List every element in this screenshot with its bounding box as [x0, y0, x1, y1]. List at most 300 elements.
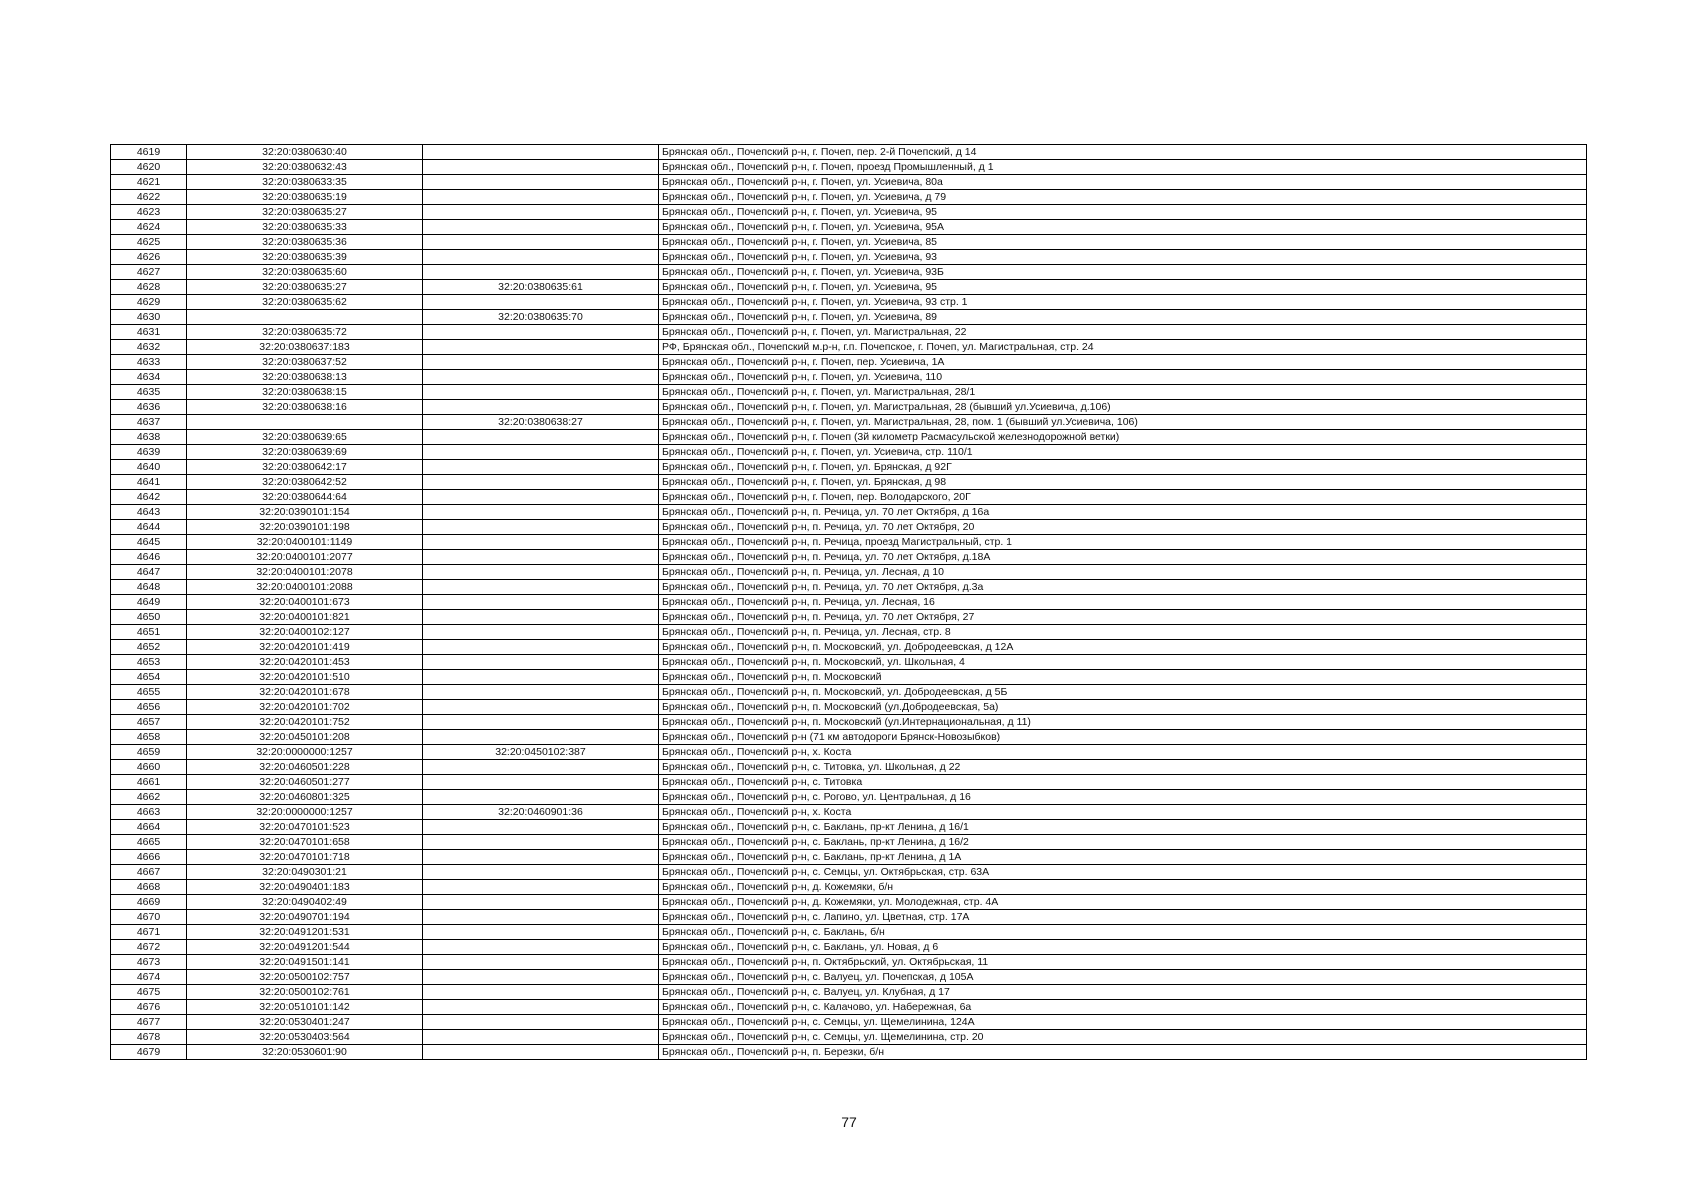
- table-row: [111, 490, 1587, 505]
- cadastral-number-cell: 32:20:0490401:183: [187, 880, 423, 895]
- related-cadastral-number-cell: [423, 790, 659, 805]
- cadastral-number-cell: 32:20:0380638:16: [187, 400, 423, 415]
- related-cadastral-number-cell: [423, 580, 659, 595]
- related-cadastral-number-cell: 32:20:0450102:387: [423, 745, 659, 760]
- row-number-cell: 4622: [111, 190, 187, 205]
- address-cell: Брянская обл., Почепский р-н, г. Почеп, ул. Усиевича, 93Б: [659, 265, 1587, 280]
- cadastral-number-cell: 32:20:0460501:277: [187, 775, 423, 790]
- cadastral-number-cell: 32:20:0400101:821: [187, 610, 423, 625]
- row-number-cell: 4666: [111, 850, 187, 865]
- table-row: [111, 1015, 1587, 1030]
- table-row: [111, 1000, 1587, 1015]
- table-row: [111, 190, 1587, 205]
- table-row: [111, 175, 1587, 190]
- related-cadastral-number-cell: [423, 715, 659, 730]
- row-number-cell: 4654: [111, 670, 187, 685]
- cadastral-number-cell: 32:20:0450101:208: [187, 730, 423, 745]
- cadastral-number-cell: [187, 310, 423, 325]
- row-number-cell: 4662: [111, 790, 187, 805]
- table-row: [111, 580, 1587, 595]
- address-cell: Брянская обл., Почепский р-н, с. Лапино, ул. Цветная, стр. 17А: [659, 910, 1587, 925]
- address-cell: Брянская обл., Почепский р-н, с. Баклань, ул. Новая, д 6: [659, 940, 1587, 955]
- table-row: [111, 1030, 1587, 1045]
- table-row: [111, 640, 1587, 655]
- cadastral-number-cell: 32:20:0400101:1149: [187, 535, 423, 550]
- table-row: [111, 895, 1587, 910]
- cadastral-number-cell: 32:20:0491201:544: [187, 940, 423, 955]
- row-number-cell: 4633: [111, 355, 187, 370]
- row-number-cell: 4669: [111, 895, 187, 910]
- related-cadastral-number-cell: [423, 175, 659, 190]
- address-cell: Брянская обл., Почепский р-н, п. Речица, ул. 70 лет Октября, 20: [659, 520, 1587, 535]
- related-cadastral-number-cell: 32:20:0380635:61: [423, 280, 659, 295]
- address-cell: Брянская обл., Почепский р-н, г. Почеп, ул. Усиевича, 95: [659, 280, 1587, 295]
- cadastral-number-cell: 32:20:0400101:673: [187, 595, 423, 610]
- table-row: [111, 355, 1587, 370]
- related-cadastral-number-cell: [423, 535, 659, 550]
- address-cell: Брянская обл., Почепский р-н, г. Почеп, ул. Усиевича, 93 стр. 1: [659, 295, 1587, 310]
- related-cadastral-number-cell: [423, 610, 659, 625]
- cadastral-number-cell: 32:20:0380639:65: [187, 430, 423, 445]
- row-number-cell: 4643: [111, 505, 187, 520]
- table-row: [111, 805, 1587, 820]
- related-cadastral-number-cell: 32:20:0380635:70: [423, 310, 659, 325]
- row-number-cell: 4620: [111, 160, 187, 175]
- row-number-cell: 4679: [111, 1045, 187, 1060]
- cadastral-number-cell: 32:20:0400101:2078: [187, 565, 423, 580]
- table-row: [111, 925, 1587, 940]
- related-cadastral-number-cell: [423, 460, 659, 475]
- address-cell: Брянская обл., Почепский р-н, с. Семцы, ул. Октябрьская, стр. 63А: [659, 865, 1587, 880]
- related-cadastral-number-cell: [423, 445, 659, 460]
- address-cell: Брянская обл., Почепский р-н, с. Семцы, ул. Щемелинина, 124А: [659, 1015, 1587, 1030]
- row-number-cell: 4645: [111, 535, 187, 550]
- related-cadastral-number-cell: [423, 520, 659, 535]
- row-number-cell: 4639: [111, 445, 187, 460]
- row-number-cell: 4661: [111, 775, 187, 790]
- row-number-cell: 4632: [111, 340, 187, 355]
- related-cadastral-number-cell: [423, 700, 659, 715]
- table-row: [111, 460, 1587, 475]
- related-cadastral-number-cell: [423, 295, 659, 310]
- related-cadastral-number-cell: [423, 850, 659, 865]
- cadastral-number-cell: 32:20:0380642:52: [187, 475, 423, 490]
- related-cadastral-number-cell: [423, 640, 659, 655]
- cadastral-number-cell: 32:20:0380637:52: [187, 355, 423, 370]
- address-cell: Брянская обл., Почепский р-н (71 км автодороги Брянск-Новозыбков): [659, 730, 1587, 745]
- row-number-cell: 4619: [111, 145, 187, 160]
- related-cadastral-number-cell: [423, 865, 659, 880]
- row-number-cell: 4675: [111, 985, 187, 1000]
- address-cell: Брянская обл., Почепский р-н, с. Рогово, ул. Центральная, д 16: [659, 790, 1587, 805]
- row-number-cell: 4631: [111, 325, 187, 340]
- cadastral-number-cell: 32:20:0491201:531: [187, 925, 423, 940]
- cadastral-number-cell: 32:20:0380642:17: [187, 460, 423, 475]
- table-row: [111, 760, 1587, 775]
- cadastral-number-cell: 32:20:0380635:19: [187, 190, 423, 205]
- table-row: [111, 145, 1587, 160]
- related-cadastral-number-cell: [423, 235, 659, 250]
- cadastral-number-cell: 32:20:0390101:198: [187, 520, 423, 535]
- row-number-cell: 4658: [111, 730, 187, 745]
- cadastral-number-cell: 32:20:0420101:510: [187, 670, 423, 685]
- cadastral-number-cell: 32:20:0420101:678: [187, 685, 423, 700]
- table-row: [111, 340, 1587, 355]
- table-row: [111, 505, 1587, 520]
- related-cadastral-number-cell: 32:20:0380638:27: [423, 415, 659, 430]
- registry-table: [110, 144, 1587, 1060]
- related-cadastral-number-cell: [423, 190, 659, 205]
- table-row: [111, 265, 1587, 280]
- related-cadastral-number-cell: [423, 145, 659, 160]
- related-cadastral-number-cell: [423, 325, 659, 340]
- cadastral-number-cell: 32:20:0380638:13: [187, 370, 423, 385]
- cadastral-number-cell: 32:20:0380635:72: [187, 325, 423, 340]
- table-row: [111, 685, 1587, 700]
- row-number-cell: 4635: [111, 385, 187, 400]
- row-number-cell: 4664: [111, 820, 187, 835]
- cadastral-number-cell: 32:20:0510101:142: [187, 1000, 423, 1015]
- table-row: [111, 670, 1587, 685]
- row-number-cell: 4621: [111, 175, 187, 190]
- table-row: [111, 385, 1587, 400]
- address-cell: Брянская обл., Почепский р-н, п. Березки, б/н: [659, 1045, 1587, 1060]
- cadastral-number-cell: 32:20:0380639:69: [187, 445, 423, 460]
- row-number-cell: 4638: [111, 430, 187, 445]
- address-cell: Брянская обл., Почепский р-н, с. Баклань, пр-кт Ленина, д 16/2: [659, 835, 1587, 850]
- address-cell: Брянская обл., Почепский р-н, д. Кожемяки, ул. Молодежная, стр. 4А: [659, 895, 1587, 910]
- cadastral-number-cell: 32:20:0490701:194: [187, 910, 423, 925]
- table-row: [111, 475, 1587, 490]
- row-number-cell: 4678: [111, 1030, 187, 1045]
- cadastral-number-cell: 32:20:0470101:658: [187, 835, 423, 850]
- row-number-cell: 4644: [111, 520, 187, 535]
- table-row: [111, 610, 1587, 625]
- address-cell: Брянская обл., Почепский р-н, с. Калачово, ул. Набережная, 6а: [659, 1000, 1587, 1015]
- table-row: [111, 835, 1587, 850]
- address-cell: Брянская обл., Почепский р-н, г. Почеп, ул. Усиевича, 95: [659, 205, 1587, 220]
- row-number-cell: 4641: [111, 475, 187, 490]
- table-row: [111, 820, 1587, 835]
- related-cadastral-number-cell: [423, 880, 659, 895]
- cadastral-number-cell: 32:20:0380635:39: [187, 250, 423, 265]
- table-row: [111, 700, 1587, 715]
- related-cadastral-number-cell: [423, 250, 659, 265]
- address-cell: Брянская обл., Почепский р-н, г. Почеп, пер. 2-й Почепский, д 14: [659, 145, 1587, 160]
- table-row: [111, 280, 1587, 295]
- cadastral-number-cell: 32:20:0420101:702: [187, 700, 423, 715]
- address-cell: Брянская обл., Почепский р-н, п. Речица, ул. Лесная, д 10: [659, 565, 1587, 580]
- address-cell: Брянская обл., Почепский р-н, п. Октябрьский, ул. Октябрьская, 11: [659, 955, 1587, 970]
- table-row: [111, 565, 1587, 580]
- row-number-cell: 4626: [111, 250, 187, 265]
- table-row: [111, 520, 1587, 535]
- related-cadastral-number-cell: [423, 985, 659, 1000]
- cadastral-number-cell: 32:20:0530401:247: [187, 1015, 423, 1030]
- row-number-cell: 4659: [111, 745, 187, 760]
- table-row: [111, 595, 1587, 610]
- table-row: [111, 970, 1587, 985]
- cadastral-number-cell: 32:20:0000000:1257: [187, 805, 423, 820]
- related-cadastral-number-cell: [423, 355, 659, 370]
- cadastral-number-cell: 32:20:0380635:27: [187, 205, 423, 220]
- row-number-cell: 4637: [111, 415, 187, 430]
- related-cadastral-number-cell: [423, 475, 659, 490]
- related-cadastral-number-cell: [423, 670, 659, 685]
- address-cell: Брянская обл., Почепский р-н, г. Почеп, пер. Володарского, 20Г: [659, 490, 1587, 505]
- cadastral-number-cell: 32:20:0490301:21: [187, 865, 423, 880]
- address-cell: Брянская обл., Почепский р-н, г. Почеп, пер. Усиевича, 1А: [659, 355, 1587, 370]
- address-cell: Брянская обл., Почепский р-н, п. Московский: [659, 670, 1587, 685]
- cadastral-number-cell: 32:20:0380635:36: [187, 235, 423, 250]
- cadastral-number-cell: 32:20:0380635:60: [187, 265, 423, 280]
- table-row: [111, 325, 1587, 340]
- cadastral-number-cell: [187, 415, 423, 430]
- row-number-cell: 4651: [111, 625, 187, 640]
- address-cell: Брянская обл., Почепский р-н, п. Речица, ул. Лесная, 16: [659, 595, 1587, 610]
- row-number-cell: 4676: [111, 1000, 187, 1015]
- cadastral-number-cell: 32:20:0000000:1257: [187, 745, 423, 760]
- table-row: [111, 715, 1587, 730]
- related-cadastral-number-cell: [423, 385, 659, 400]
- address-cell: Брянская обл., Почепский р-н, г. Почеп, ул. Магистральная, 28, пом. 1 (бывший ул.Усиевича, 106): [659, 415, 1587, 430]
- related-cadastral-number-cell: [423, 760, 659, 775]
- row-number-cell: 4634: [111, 370, 187, 385]
- address-cell: Брянская обл., Почепский р-н, п. Речица, проезд Магистральный, стр. 1: [659, 535, 1587, 550]
- address-cell: Брянская обл., Почепский р-н, г. Почеп, ул. Усиевича, 80а: [659, 175, 1587, 190]
- cadastral-number-cell: 32:20:0380632:43: [187, 160, 423, 175]
- address-cell: Брянская обл., Почепский р-н, п. Речица, ул. Лесная, стр. 8: [659, 625, 1587, 640]
- address-cell: Брянская обл., Почепский р-н, г. Почеп, ул. Усиевича, 93: [659, 250, 1587, 265]
- row-number-cell: 4670: [111, 910, 187, 925]
- address-cell: Брянская обл., Почепский р-н, г. Почеп, ул. Брянская, д 98: [659, 475, 1587, 490]
- related-cadastral-number-cell: [423, 685, 659, 700]
- related-cadastral-number-cell: [423, 220, 659, 235]
- table-row: [111, 370, 1587, 385]
- address-cell: Брянская обл., Почепский р-н, с. Валуец, ул. Клубная, д 17: [659, 985, 1587, 1000]
- address-cell: Брянская обл., Почепский р-н, г. Почеп (3й километр Расмасульской железнодорожной ветки): [659, 430, 1587, 445]
- row-number-cell: 4674: [111, 970, 187, 985]
- cadastral-number-cell: 32:20:0380635:33: [187, 220, 423, 235]
- row-number-cell: 4673: [111, 955, 187, 970]
- address-cell: Брянская обл., Почепский р-н, х. Коста: [659, 805, 1587, 820]
- cadastral-number-cell: 32:20:0470101:718: [187, 850, 423, 865]
- address-cell: Брянская обл., Почепский р-н, с. Титовка: [659, 775, 1587, 790]
- table-row: [111, 1045, 1587, 1060]
- address-cell: Брянская обл., Почепский р-н, п. Речица, ул. 70 лет Октября, 27: [659, 610, 1587, 625]
- address-cell: Брянская обл., Почепский р-н, г. Почеп, ул. Брянская, д 92Г: [659, 460, 1587, 475]
- cadastral-number-cell: 32:20:0500102:757: [187, 970, 423, 985]
- cadastral-number-cell: 32:20:0380635:27: [187, 280, 423, 295]
- table-row: [111, 790, 1587, 805]
- table-row: [111, 940, 1587, 955]
- related-cadastral-number-cell: [423, 910, 659, 925]
- table-row: [111, 205, 1587, 220]
- address-cell: Брянская обл., Почепский р-н, с. Титовка, ул. Школьная, д 22: [659, 760, 1587, 775]
- address-cell: Брянская обл., Почепский р-н, с. Валуец, ул. Почепская, д 105А: [659, 970, 1587, 985]
- related-cadastral-number-cell: [423, 595, 659, 610]
- row-number-cell: 4672: [111, 940, 187, 955]
- related-cadastral-number-cell: [423, 505, 659, 520]
- related-cadastral-number-cell: [423, 730, 659, 745]
- address-cell: Брянская обл., Почепский р-н, п. Московский, ул. Добродеевская, д 5Б: [659, 685, 1587, 700]
- related-cadastral-number-cell: [423, 1015, 659, 1030]
- address-cell: Брянская обл., Почепский р-н, г. Почеп, ул. Усиевича, 89: [659, 310, 1587, 325]
- row-number-cell: 4623: [111, 205, 187, 220]
- table-row: [111, 220, 1587, 235]
- table-row: [111, 745, 1587, 760]
- table-row: [111, 865, 1587, 880]
- row-number-cell: 4652: [111, 640, 187, 655]
- address-cell: Брянская обл., Почепский р-н, г. Почеп, ул. Магистральная, 28 (бывший ул.Усиевича, д.106): [659, 400, 1587, 415]
- cadastral-number-cell: 32:20:0400101:2088: [187, 580, 423, 595]
- cadastral-number-cell: 32:20:0530403:564: [187, 1030, 423, 1045]
- related-cadastral-number-cell: [423, 820, 659, 835]
- cadastral-number-cell: 32:20:0420101:453: [187, 655, 423, 670]
- address-cell: Брянская обл., Почепский р-н, с. Баклань, пр-кт Ленина, д 1А: [659, 850, 1587, 865]
- cadastral-number-cell: 32:20:0470101:523: [187, 820, 423, 835]
- address-cell: Брянская обл., Почепский р-н, д. Кожемяки, б/н: [659, 880, 1587, 895]
- cadastral-number-cell: 32:20:0420101:419: [187, 640, 423, 655]
- cadastral-number-cell: 32:20:0490402:49: [187, 895, 423, 910]
- table-row: [111, 160, 1587, 175]
- row-number-cell: 4667: [111, 865, 187, 880]
- address-cell: Брянская обл., Почепский р-н, с. Семцы, ул. Щемелинина, стр. 20: [659, 1030, 1587, 1045]
- address-cell: Брянская обл., Почепский р-н, г. Почеп, ул. Усиевича, 110: [659, 370, 1587, 385]
- row-number-cell: 4653: [111, 655, 187, 670]
- table-row: [111, 235, 1587, 250]
- related-cadastral-number-cell: [423, 970, 659, 985]
- cadastral-number-cell: 32:20:0380630:40: [187, 145, 423, 160]
- related-cadastral-number-cell: [423, 205, 659, 220]
- row-number-cell: 4628: [111, 280, 187, 295]
- table-row: [111, 775, 1587, 790]
- row-number-cell: 4646: [111, 550, 187, 565]
- related-cadastral-number-cell: [423, 265, 659, 280]
- row-number-cell: 4657: [111, 715, 187, 730]
- cadastral-number-cell: 32:20:0380638:15: [187, 385, 423, 400]
- row-number-cell: 4642: [111, 490, 187, 505]
- related-cadastral-number-cell: [423, 1045, 659, 1060]
- address-cell: Брянская обл., Почепский р-н, п. Речица, ул. 70 лет Октября, д.18А: [659, 550, 1587, 565]
- row-number-cell: 4660: [111, 760, 187, 775]
- row-number-cell: 4650: [111, 610, 187, 625]
- related-cadastral-number-cell: [423, 625, 659, 640]
- row-number-cell: 4648: [111, 580, 187, 595]
- address-cell: Брянская обл., Почепский р-н, г. Почеп, ул. Усиевича, д 79: [659, 190, 1587, 205]
- row-number-cell: 4624: [111, 220, 187, 235]
- table-row: [111, 430, 1587, 445]
- cadastral-number-cell: 32:20:0380633:35: [187, 175, 423, 190]
- row-number-cell: 4647: [111, 565, 187, 580]
- address-cell: Брянская обл., Почепский р-н, с. Баклань, пр-кт Ленина, д 16/1: [659, 820, 1587, 835]
- cadastral-number-cell: 32:20:0400102:127: [187, 625, 423, 640]
- related-cadastral-number-cell: 32:20:0460901:36: [423, 805, 659, 820]
- cadastral-number-cell: 32:20:0491501:141: [187, 955, 423, 970]
- row-number-cell: 4629: [111, 295, 187, 310]
- row-number-cell: 4649: [111, 595, 187, 610]
- table-row: [111, 955, 1587, 970]
- row-number-cell: 4640: [111, 460, 187, 475]
- table-row: [111, 625, 1587, 640]
- cadastral-number-cell: 32:20:0390101:154: [187, 505, 423, 520]
- address-cell: Брянская обл., Почепский р-н, п. Московский (ул.Интернациональная, д 11): [659, 715, 1587, 730]
- address-cell: РФ, Брянская обл., Почепский м.р-н, г.п. Почепское, г. Почеп, ул. Магистральная, стр. 24: [659, 340, 1587, 355]
- related-cadastral-number-cell: [423, 400, 659, 415]
- table-row: [111, 985, 1587, 1000]
- address-cell: Брянская обл., Почепский р-н, п. Московский, ул. Добродеевская, д 12А: [659, 640, 1587, 655]
- table-row: [111, 400, 1587, 415]
- related-cadastral-number-cell: [423, 925, 659, 940]
- address-cell: Брянская обл., Почепский р-н, г. Почеп, ул. Усиевича, стр. 110/1: [659, 445, 1587, 460]
- row-number-cell: 4655: [111, 685, 187, 700]
- related-cadastral-number-cell: [423, 1030, 659, 1045]
- cadastral-number-cell: 32:20:0460501:228: [187, 760, 423, 775]
- address-cell: Брянская обл., Почепский р-н, г. Почеп, ул. Усиевича, 85: [659, 235, 1587, 250]
- related-cadastral-number-cell: [423, 1000, 659, 1015]
- row-number-cell: 4668: [111, 880, 187, 895]
- address-cell: Брянская обл., Почепский р-н, г. Почеп, ул. Магистральная, 22: [659, 325, 1587, 340]
- cadastral-number-cell: 32:20:0400101:2077: [187, 550, 423, 565]
- related-cadastral-number-cell: [423, 370, 659, 385]
- related-cadastral-number-cell: [423, 340, 659, 355]
- related-cadastral-number-cell: [423, 565, 659, 580]
- cadastral-number-cell: 32:20:0420101:752: [187, 715, 423, 730]
- address-cell: Брянская обл., Почепский р-н, г. Почеп, ул. Усиевича, 95А: [659, 220, 1587, 235]
- cadastral-number-cell: 32:20:0460801:325: [187, 790, 423, 805]
- cadastral-number-cell: 32:20:0380644:64: [187, 490, 423, 505]
- address-cell: Брянская обл., Почепский р-н, п. Московский (ул.Добродеевская, 5а): [659, 700, 1587, 715]
- cadastral-number-cell: 32:20:0380637:183: [187, 340, 423, 355]
- row-number-cell: 4665: [111, 835, 187, 850]
- cadastral-number-cell: 32:20:0380635:62: [187, 295, 423, 310]
- address-cell: Брянская обл., Почепский р-н, п. Речица, ул. 70 лет Октября, д 16а: [659, 505, 1587, 520]
- page-number: 77: [841, 1114, 857, 1130]
- cadastral-number-cell: 32:20:0500102:761: [187, 985, 423, 1000]
- related-cadastral-number-cell: [423, 955, 659, 970]
- related-cadastral-number-cell: [423, 655, 659, 670]
- table-row: [111, 880, 1587, 895]
- related-cadastral-number-cell: [423, 550, 659, 565]
- related-cadastral-number-cell: [423, 835, 659, 850]
- row-number-cell: 4677: [111, 1015, 187, 1030]
- address-cell: Брянская обл., Почепский р-н, г. Почеп, проезд Промышленный, д 1: [659, 160, 1587, 175]
- related-cadastral-number-cell: [423, 490, 659, 505]
- table-row: [111, 535, 1587, 550]
- registry-table-body: [111, 145, 1587, 1060]
- row-number-cell: 4671: [111, 925, 187, 940]
- related-cadastral-number-cell: [423, 430, 659, 445]
- table-row: [111, 850, 1587, 865]
- table-row: [111, 250, 1587, 265]
- address-cell: Брянская обл., Почепский р-н, п. Московский, ул. Школьная, 4: [659, 655, 1587, 670]
- table-row: [111, 415, 1587, 430]
- cadastral-number-cell: 32:20:0530601:90: [187, 1045, 423, 1060]
- address-cell: Брянская обл., Почепский р-н, х. Коста: [659, 745, 1587, 760]
- table-row: [111, 730, 1587, 745]
- related-cadastral-number-cell: [423, 940, 659, 955]
- row-number-cell: 4656: [111, 700, 187, 715]
- address-cell: Брянская обл., Почепский р-н, п. Речица, ул. 70 лет Октября, д.3а: [659, 580, 1587, 595]
- address-cell: Брянская обл., Почепский р-н, г. Почеп, ул. Магистральная, 28/1: [659, 385, 1587, 400]
- table-row: [111, 445, 1587, 460]
- related-cadastral-number-cell: [423, 160, 659, 175]
- address-cell: Брянская обл., Почепский р-н, с. Баклань, б/н: [659, 925, 1587, 940]
- row-number-cell: 4663: [111, 805, 187, 820]
- related-cadastral-number-cell: [423, 775, 659, 790]
- row-number-cell: 4630: [111, 310, 187, 325]
- table-row: [111, 910, 1587, 925]
